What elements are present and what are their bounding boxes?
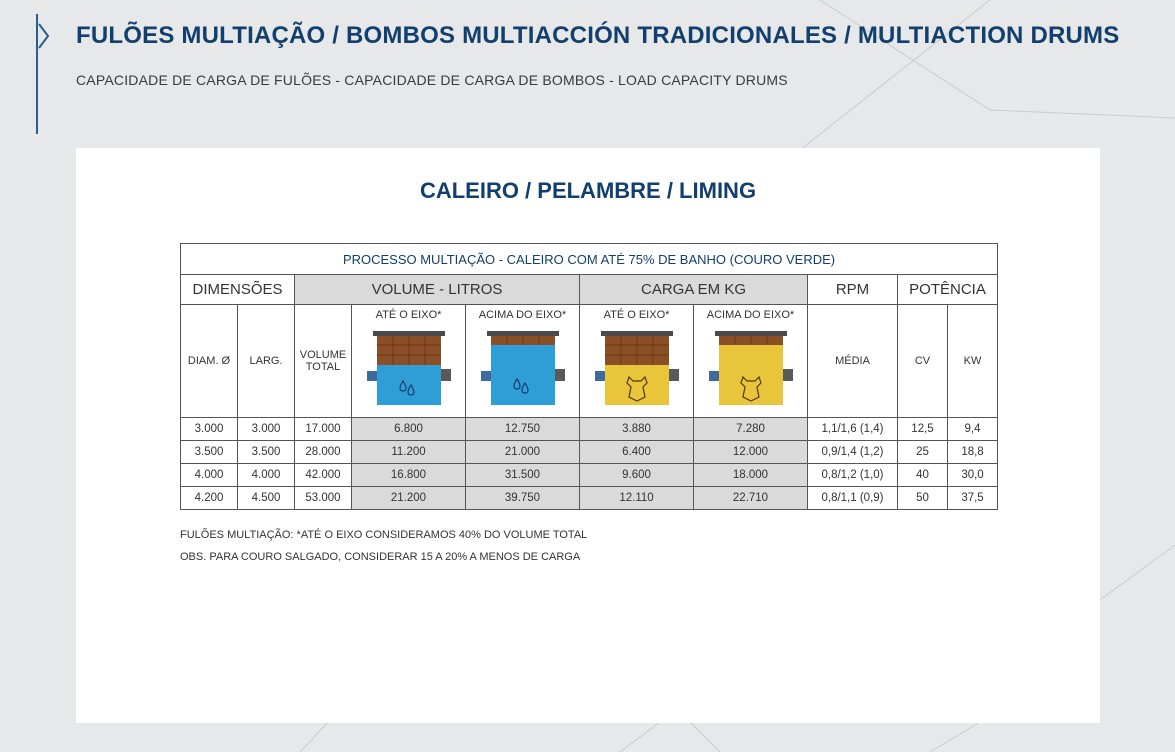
- cell-vol-ate: 6.800: [352, 418, 466, 441]
- cell-vol-ate: 21.200: [352, 487, 466, 510]
- cell-rpm-media: 0,8/1,2 (1,0): [808, 464, 898, 487]
- cell-kw: 30,0: [948, 464, 998, 487]
- page-subtitle: CAPACIDADE DE CARGA DE FULÕES - CAPACIDADE DE CARGA DE BOMBOS - LOAD CAPACITY DRUMS: [76, 72, 788, 88]
- drum-leather-icon: [591, 325, 683, 407]
- cell-carga-acima: 18.000: [694, 464, 808, 487]
- subheader-vol-acima-label: ACIMA DO EIXO*: [478, 309, 567, 321]
- subheader-larg: LARG.: [238, 305, 295, 418]
- group-carga: CARGA EM KG: [580, 275, 808, 305]
- page-title: FULÕES MULTIAÇÃO / BOMBOS MULTIACCIÓN TRADICIONALES / MULTIACTION DRUMS: [76, 22, 1120, 49]
- drum-water-icon: [363, 325, 455, 407]
- cell-volume-total: 42.000: [295, 464, 352, 487]
- chevron-right-icon: [37, 22, 51, 50]
- cell-rpm-media: 1,1/1,6 (1,4): [808, 418, 898, 441]
- subheader-carga-ate-label: ATÉ O EIXO*: [603, 309, 670, 321]
- subheader-vol-acima: [466, 305, 580, 418]
- table-title: PROCESSO MULTIAÇÃO - CALEIRO COM ATÉ 75% DE BANHO (COURO VERDE): [181, 244, 998, 275]
- group-potencia: POTÊNCIA: [898, 275, 998, 305]
- cell-larg: 3.500: [238, 441, 295, 464]
- subheader-kw: KW: [948, 305, 998, 418]
- cell-vol-acima: 31.500: [466, 464, 580, 487]
- cell-rpm-media: 0,9/1,4 (1,2): [808, 441, 898, 464]
- subheader-vol-ate-label: ATÉ O EIXO*: [375, 309, 442, 321]
- cell-kw: 37,5: [948, 487, 998, 510]
- subheader-vol-ate: [352, 305, 466, 418]
- subheader-diam: DIAM. Ø: [181, 305, 238, 418]
- subheader-carga-acima-label: ACIMA DO EIXO*: [706, 309, 795, 321]
- cell-vol-acima: 21.000: [466, 441, 580, 464]
- capacity-table: [180, 243, 998, 510]
- cell-volume-total: 17.000: [295, 418, 352, 441]
- cell-carga-ate: 12.110: [580, 487, 694, 510]
- cell-vol-acima: 39.750: [466, 487, 580, 510]
- group-rpm: RPM: [808, 275, 898, 305]
- drum-leather-icon: [705, 325, 797, 407]
- subheader-carga-ate: [580, 305, 694, 418]
- cell-volume-total: 28.000: [295, 441, 352, 464]
- cell-vol-acima: 12.750: [466, 418, 580, 441]
- cell-cv: 12,5: [898, 418, 948, 441]
- footnote-line: OBS. PARA COURO SALGADO, CONSIDERAR 15 A 20% A MENOS DE CARGA: [180, 551, 581, 563]
- subheader-media: MÉDIA: [808, 305, 898, 418]
- cell-larg: 3.000: [238, 418, 295, 441]
- drum-water-icon: [477, 325, 569, 407]
- cell-carga-ate: 6.400: [580, 441, 694, 464]
- table-row: [181, 464, 998, 487]
- cell-vol-ate: 16.800: [352, 464, 466, 487]
- cell-larg: 4.500: [238, 487, 295, 510]
- cell-vol-ate: 11.200: [352, 441, 466, 464]
- cell-cv: 25: [898, 441, 948, 464]
- cell-carga-acima: 7.280: [694, 418, 808, 441]
- card-title: CALEIRO / PELAMBRE / LIMING: [419, 178, 757, 203]
- cell-carga-ate: 9.600: [580, 464, 694, 487]
- cell-carga-acima: 22.710: [694, 487, 808, 510]
- cell-diam: 3.000: [181, 418, 238, 441]
- table-row: [181, 418, 998, 441]
- cell-diam: 4.000: [181, 464, 238, 487]
- footnote-line: FULÕES MULTIAÇÃO: *ATÉ O EIXO CONSIDERAMOS 40% DO VOLUME TOTAL: [180, 529, 588, 541]
- cell-volume-total: 53.000: [295, 487, 352, 510]
- group-dimensoes: DIMENSÕES: [181, 275, 295, 305]
- cell-kw: 9,4: [948, 418, 998, 441]
- table-row: [181, 487, 998, 510]
- footnotes: [180, 524, 587, 568]
- subheader-volume-total: VOLUME TOTAL: [295, 305, 352, 418]
- table-row: [181, 441, 998, 464]
- content-card: [76, 148, 1100, 723]
- cell-cv: 50: [898, 487, 948, 510]
- subheader-cv: CV: [898, 305, 948, 418]
- cell-carga-ate: 3.880: [580, 418, 694, 441]
- cell-cv: 40: [898, 464, 948, 487]
- cell-kw: 18,8: [948, 441, 998, 464]
- subheader-carga-acima: [694, 305, 808, 418]
- group-volume: VOLUME - LITROS: [295, 275, 580, 305]
- cell-rpm-media: 0,8/1,1 (0,9): [808, 487, 898, 510]
- cell-larg: 4.000: [238, 464, 295, 487]
- cell-diam: 3.500: [181, 441, 238, 464]
- cell-carga-acima: 12.000: [694, 441, 808, 464]
- cell-diam: 4.200: [181, 487, 238, 510]
